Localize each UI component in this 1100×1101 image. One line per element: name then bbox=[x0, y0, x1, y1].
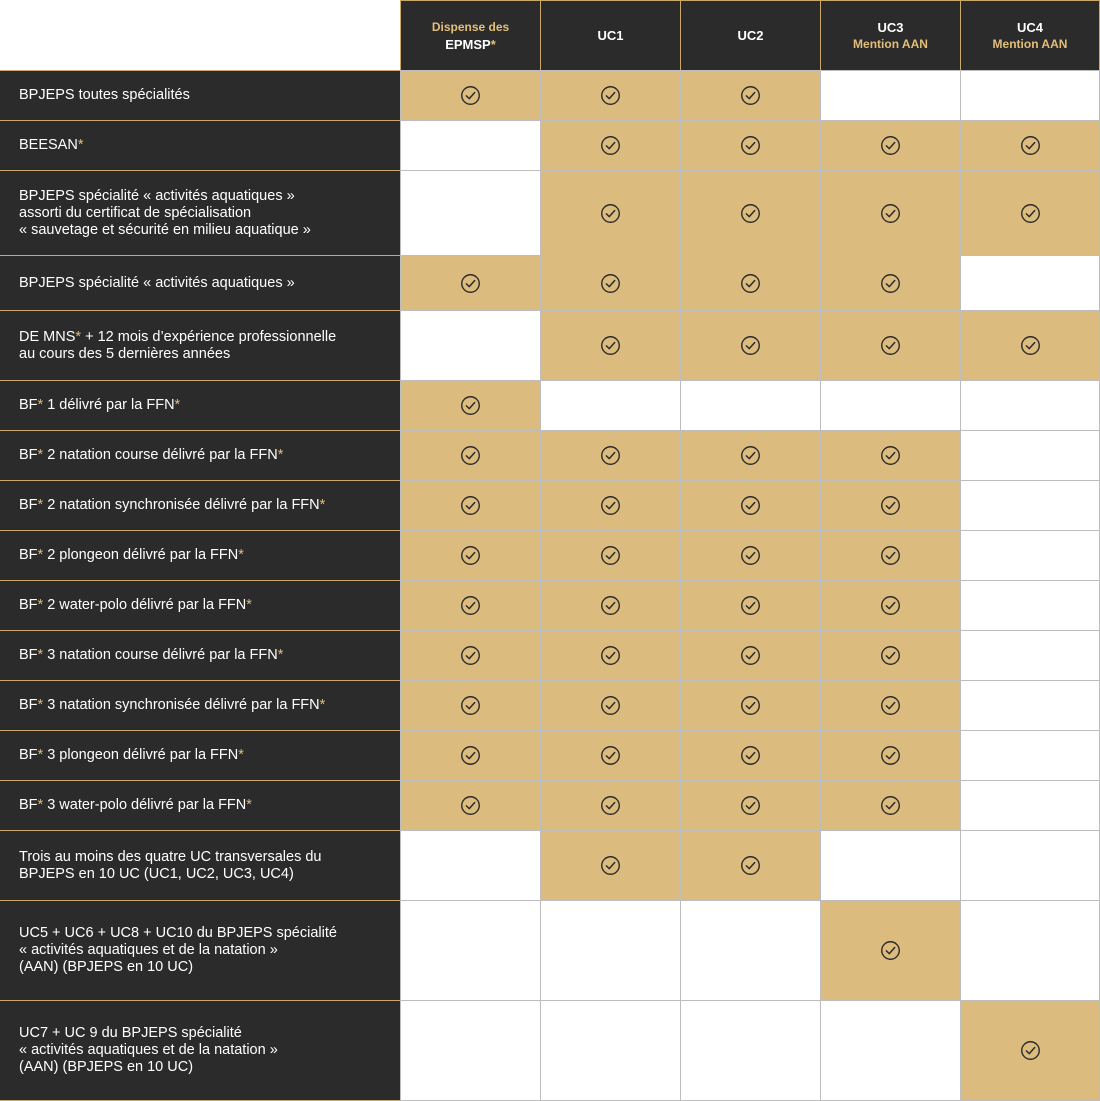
check-circle-icon bbox=[880, 795, 901, 816]
cell-checked bbox=[820, 480, 960, 530]
row-label-text bbox=[19, 647, 283, 664]
header-uc3 bbox=[820, 0, 960, 70]
asterisk: * bbox=[246, 597, 252, 613]
check-circle-icon bbox=[740, 795, 761, 816]
cell-checked bbox=[680, 170, 820, 255]
check-circle-icon bbox=[1020, 1040, 1041, 1061]
row-label-text bbox=[19, 849, 321, 883]
label-text: Trois au moins des quatre UC transversales du BPJEPS en 10 UC (UC1, UC2, UC3, UC4) bbox=[19, 848, 322, 882]
asterisk: * bbox=[319, 497, 326, 513]
check-circle-icon bbox=[880, 645, 901, 666]
check-circle-icon bbox=[600, 855, 621, 876]
cell-checked bbox=[820, 680, 960, 730]
check-circle-icon bbox=[740, 445, 761, 466]
label-text: UC7 + UC 9 du BPJEPS spécialité « activités aquatiques et de la natation » (AAN) (BPJEPS en 10 UC) bbox=[19, 1025, 278, 1075]
check-circle-icon bbox=[740, 335, 761, 356]
row-label bbox=[0, 170, 400, 255]
row-label bbox=[0, 530, 400, 580]
cell-checked bbox=[820, 430, 960, 480]
asterisk: * bbox=[37, 497, 44, 513]
row-label-text bbox=[19, 697, 325, 714]
check-circle-icon bbox=[740, 135, 761, 156]
table-corner bbox=[0, 0, 400, 70]
check-circle-icon bbox=[600, 595, 621, 616]
asterisk: * bbox=[77, 137, 84, 153]
header-epmsp-text: EPMSP bbox=[445, 36, 491, 52]
row-label-text bbox=[19, 329, 336, 363]
check-circle-icon bbox=[880, 335, 901, 356]
cell-checked bbox=[820, 900, 960, 1000]
check-circle-icon bbox=[740, 745, 761, 766]
cell-empty bbox=[400, 900, 540, 1000]
cell-checked bbox=[540, 255, 680, 310]
cell-checked bbox=[820, 580, 960, 630]
cell-checked bbox=[960, 310, 1100, 380]
cell-empty bbox=[680, 900, 820, 1000]
check-circle-icon bbox=[600, 335, 621, 356]
asterisk: * bbox=[238, 547, 244, 563]
cell-checked bbox=[680, 530, 820, 580]
cell-checked bbox=[540, 310, 680, 380]
cell-checked bbox=[400, 380, 540, 430]
header-subline: Mention AAN bbox=[853, 36, 928, 51]
check-circle-icon bbox=[740, 85, 761, 106]
cell-empty bbox=[400, 170, 540, 255]
label-text-rest: 2 natation synchronisée délivré par la FFN bbox=[43, 497, 320, 513]
check-circle-icon bbox=[460, 745, 481, 766]
cell-empty bbox=[960, 830, 1100, 900]
row-label-text bbox=[19, 747, 244, 764]
check-circle-icon bbox=[740, 495, 761, 516]
check-circle-icon bbox=[460, 85, 481, 106]
cell-checked bbox=[960, 1000, 1100, 1101]
cell-empty bbox=[960, 730, 1100, 780]
label-text: BF bbox=[19, 747, 38, 763]
check-circle-icon bbox=[740, 273, 761, 294]
label-text: BF bbox=[19, 647, 38, 663]
header-line: UC1 bbox=[597, 28, 624, 43]
cell-empty bbox=[960, 255, 1100, 310]
cell-empty bbox=[540, 380, 680, 430]
check-circle-icon bbox=[880, 745, 901, 766]
cell-checked bbox=[680, 580, 820, 630]
row-label-text bbox=[19, 397, 180, 414]
asterisk: * bbox=[277, 647, 284, 663]
cell-checked bbox=[680, 830, 820, 900]
check-circle-icon bbox=[460, 495, 481, 516]
check-circle-icon bbox=[740, 855, 761, 876]
label-text-rest: 2 natation course délivré par la FFN bbox=[43, 447, 278, 463]
check-circle-icon bbox=[740, 595, 761, 616]
check-circle-icon bbox=[460, 545, 481, 566]
cell-empty bbox=[960, 630, 1100, 680]
asterisk: * bbox=[277, 447, 284, 463]
row-label bbox=[0, 630, 400, 680]
row-label bbox=[0, 680, 400, 730]
header-line: UC3 bbox=[877, 19, 904, 35]
row-label bbox=[0, 120, 400, 170]
label-text-rest: + 12 mois d’expérience professionnelle au cours des 5 dernières années bbox=[19, 328, 337, 362]
check-circle-icon bbox=[880, 203, 901, 224]
cell-checked bbox=[680, 730, 820, 780]
cell-checked bbox=[820, 530, 960, 580]
check-circle-icon bbox=[880, 135, 901, 156]
cell-empty bbox=[960, 780, 1100, 830]
cell-empty bbox=[960, 680, 1100, 730]
cell-checked bbox=[820, 730, 960, 780]
asterisk: * bbox=[37, 397, 44, 413]
cell-checked bbox=[400, 70, 540, 120]
cell-checked bbox=[400, 255, 540, 310]
cell-empty bbox=[960, 430, 1100, 480]
cell-checked bbox=[820, 780, 960, 830]
cell-checked bbox=[820, 310, 960, 380]
cell-checked bbox=[400, 630, 540, 680]
check-circle-icon bbox=[460, 395, 481, 416]
header-uc2 bbox=[680, 0, 820, 70]
check-circle-icon bbox=[1020, 135, 1041, 156]
cell-empty bbox=[680, 1000, 820, 1101]
cell-empty bbox=[400, 830, 540, 900]
check-circle-icon bbox=[740, 203, 761, 224]
check-circle-icon bbox=[880, 445, 901, 466]
label-text-rest: 2 water-polo délivré par la FFN bbox=[43, 597, 247, 613]
check-circle-icon bbox=[460, 695, 481, 716]
label-text: BF bbox=[19, 497, 38, 513]
cell-checked bbox=[400, 430, 540, 480]
check-circle-icon bbox=[740, 695, 761, 716]
cell-empty bbox=[820, 830, 960, 900]
cell-empty bbox=[820, 1000, 960, 1101]
cell-checked bbox=[400, 530, 540, 580]
check-circle-icon bbox=[600, 645, 621, 666]
cell-empty bbox=[400, 1000, 540, 1101]
check-circle-icon bbox=[740, 645, 761, 666]
cell-checked bbox=[400, 580, 540, 630]
check-circle-icon bbox=[880, 495, 901, 516]
cell-checked bbox=[820, 255, 960, 310]
check-circle-icon bbox=[460, 795, 481, 816]
cell-empty bbox=[820, 380, 960, 430]
label-text: DE MNS bbox=[19, 328, 76, 345]
check-circle-icon bbox=[880, 545, 901, 566]
check-circle-icon bbox=[600, 495, 621, 516]
asterisk: * bbox=[37, 597, 44, 613]
check-circle-icon bbox=[1020, 203, 1041, 224]
row-label bbox=[0, 900, 400, 1000]
check-circle-icon bbox=[880, 595, 901, 616]
row-label-text bbox=[19, 497, 325, 514]
label-text: UC5 + UC6 + UC8 + UC10 du BPJEPS spécialité « activités aquatiques et de la natation » (AAN) (BPJEPS en 10 UC) bbox=[19, 925, 337, 975]
check-circle-icon bbox=[460, 595, 481, 616]
check-circle-icon bbox=[600, 273, 621, 294]
header-uc1 bbox=[540, 0, 680, 70]
asterisk: * bbox=[37, 797, 44, 813]
check-circle-icon bbox=[600, 203, 621, 224]
row-label-text bbox=[19, 447, 283, 464]
row-label bbox=[0, 730, 400, 780]
row-label-text bbox=[19, 925, 337, 976]
row-label bbox=[0, 480, 400, 530]
cell-checked bbox=[960, 170, 1100, 255]
asterisk: * bbox=[174, 397, 181, 413]
cell-checked bbox=[820, 120, 960, 170]
cell-checked bbox=[540, 680, 680, 730]
check-circle-icon bbox=[600, 545, 621, 566]
cell-checked bbox=[540, 430, 680, 480]
cell-checked bbox=[540, 630, 680, 680]
label-text: BF bbox=[19, 597, 38, 613]
cell-empty bbox=[960, 70, 1100, 120]
cell-checked bbox=[400, 780, 540, 830]
cell-checked bbox=[540, 830, 680, 900]
header-line: UC2 bbox=[737, 28, 764, 43]
label-text: BF bbox=[19, 797, 38, 813]
asterisk: * bbox=[37, 747, 44, 763]
cell-checked bbox=[400, 730, 540, 780]
cell-empty bbox=[960, 380, 1100, 430]
cell-checked bbox=[960, 120, 1100, 170]
cell-checked bbox=[540, 120, 680, 170]
header-line: Dispense des bbox=[431, 19, 510, 34]
cell-checked bbox=[680, 310, 820, 380]
check-circle-icon bbox=[1020, 335, 1041, 356]
label-text-rest: 3 natation course délivré par la FFN bbox=[43, 647, 278, 663]
cell-checked bbox=[540, 70, 680, 120]
check-circle-icon bbox=[880, 940, 901, 961]
cell-checked bbox=[680, 70, 820, 120]
header-uc4 bbox=[960, 0, 1100, 70]
cell-checked bbox=[680, 480, 820, 530]
header-subline: Mention AAN bbox=[992, 36, 1068, 51]
row-label-text bbox=[19, 87, 190, 104]
cell-empty bbox=[960, 900, 1100, 1000]
asterisk: * bbox=[319, 697, 326, 713]
row-label bbox=[0, 255, 400, 310]
row-label-text bbox=[19, 797, 252, 814]
cell-empty bbox=[960, 480, 1100, 530]
check-circle-icon bbox=[460, 273, 481, 294]
label-text: BF bbox=[19, 547, 38, 563]
cell-checked bbox=[820, 170, 960, 255]
asterisk: * bbox=[75, 328, 82, 345]
row-label bbox=[0, 1000, 400, 1101]
asterisk: * bbox=[246, 797, 252, 813]
asterisk: * bbox=[490, 36, 496, 52]
row-label-text bbox=[19, 597, 252, 614]
label-text-rest: 3 plongeon délivré par la FFN bbox=[43, 747, 239, 763]
row-label bbox=[0, 310, 400, 380]
row-label bbox=[0, 380, 400, 430]
header-subline bbox=[445, 36, 496, 53]
cell-checked bbox=[540, 580, 680, 630]
cell-checked bbox=[540, 780, 680, 830]
check-circle-icon bbox=[600, 795, 621, 816]
label-text: BPJEPS spécialité « activités aquatiques » assorti du certificat de spécialisation « sauvetage et sécurité en milieu aquatique » bbox=[19, 187, 311, 238]
check-circle-icon bbox=[460, 445, 481, 466]
row-label-text bbox=[19, 137, 84, 154]
label-text-rest: 3 water-polo délivré par la FFN bbox=[43, 797, 247, 813]
asterisk: * bbox=[37, 697, 44, 713]
check-circle-icon bbox=[600, 695, 621, 716]
check-circle-icon bbox=[600, 745, 621, 766]
check-circle-icon bbox=[880, 695, 901, 716]
row-label-text bbox=[19, 275, 295, 292]
label-text: BF bbox=[19, 697, 38, 713]
cell-checked bbox=[540, 170, 680, 255]
cell-checked bbox=[680, 120, 820, 170]
cell-checked bbox=[400, 680, 540, 730]
row-label bbox=[0, 70, 400, 120]
label-text: BF bbox=[19, 447, 38, 463]
cell-checked bbox=[680, 780, 820, 830]
cell-checked bbox=[680, 630, 820, 680]
row-label-text bbox=[19, 1025, 278, 1076]
row-label-text bbox=[19, 188, 311, 239]
cell-checked bbox=[820, 630, 960, 680]
cell-checked bbox=[680, 680, 820, 730]
check-circle-icon bbox=[740, 545, 761, 566]
row-label bbox=[0, 430, 400, 480]
header-dispense-epmsp bbox=[400, 0, 540, 70]
cell-empty bbox=[400, 310, 540, 380]
row-label-text bbox=[19, 547, 244, 564]
cell-checked bbox=[400, 480, 540, 530]
cell-empty bbox=[540, 900, 680, 1000]
cell-checked bbox=[680, 255, 820, 310]
cell-checked bbox=[680, 430, 820, 480]
asterisk: * bbox=[238, 747, 244, 763]
cell-checked bbox=[540, 480, 680, 530]
check-circle-icon bbox=[600, 445, 621, 466]
label-text-rest: 2 plongeon délivré par la FFN bbox=[43, 547, 239, 563]
check-circle-icon bbox=[600, 135, 621, 156]
cell-checked bbox=[540, 730, 680, 780]
row-label bbox=[0, 830, 400, 900]
asterisk: * bbox=[37, 547, 44, 563]
label-text: BF bbox=[19, 397, 38, 413]
label-text: BEESAN bbox=[19, 137, 78, 153]
check-circle-icon bbox=[460, 645, 481, 666]
row-label bbox=[0, 780, 400, 830]
check-circle-icon bbox=[600, 85, 621, 106]
label-text: BPJEPS spécialité « activités aquatiques » bbox=[19, 274, 295, 291]
cell-empty bbox=[820, 70, 960, 120]
check-circle-icon bbox=[880, 273, 901, 294]
asterisk: * bbox=[37, 647, 44, 663]
cell-empty bbox=[960, 580, 1100, 630]
label-text: BPJEPS toutes spécialités bbox=[19, 87, 190, 103]
row-label bbox=[0, 580, 400, 630]
label-text-rest: 1 délivré par la FFN bbox=[43, 397, 175, 413]
asterisk: * bbox=[37, 447, 44, 463]
label-text-rest: 3 natation synchronisée délivré par la FFN bbox=[43, 697, 320, 713]
cell-empty bbox=[960, 530, 1100, 580]
cell-empty bbox=[680, 380, 820, 430]
header-line: UC4 bbox=[1016, 19, 1043, 35]
cell-empty bbox=[400, 120, 540, 170]
cell-empty bbox=[540, 1000, 680, 1101]
cell-checked bbox=[540, 530, 680, 580]
